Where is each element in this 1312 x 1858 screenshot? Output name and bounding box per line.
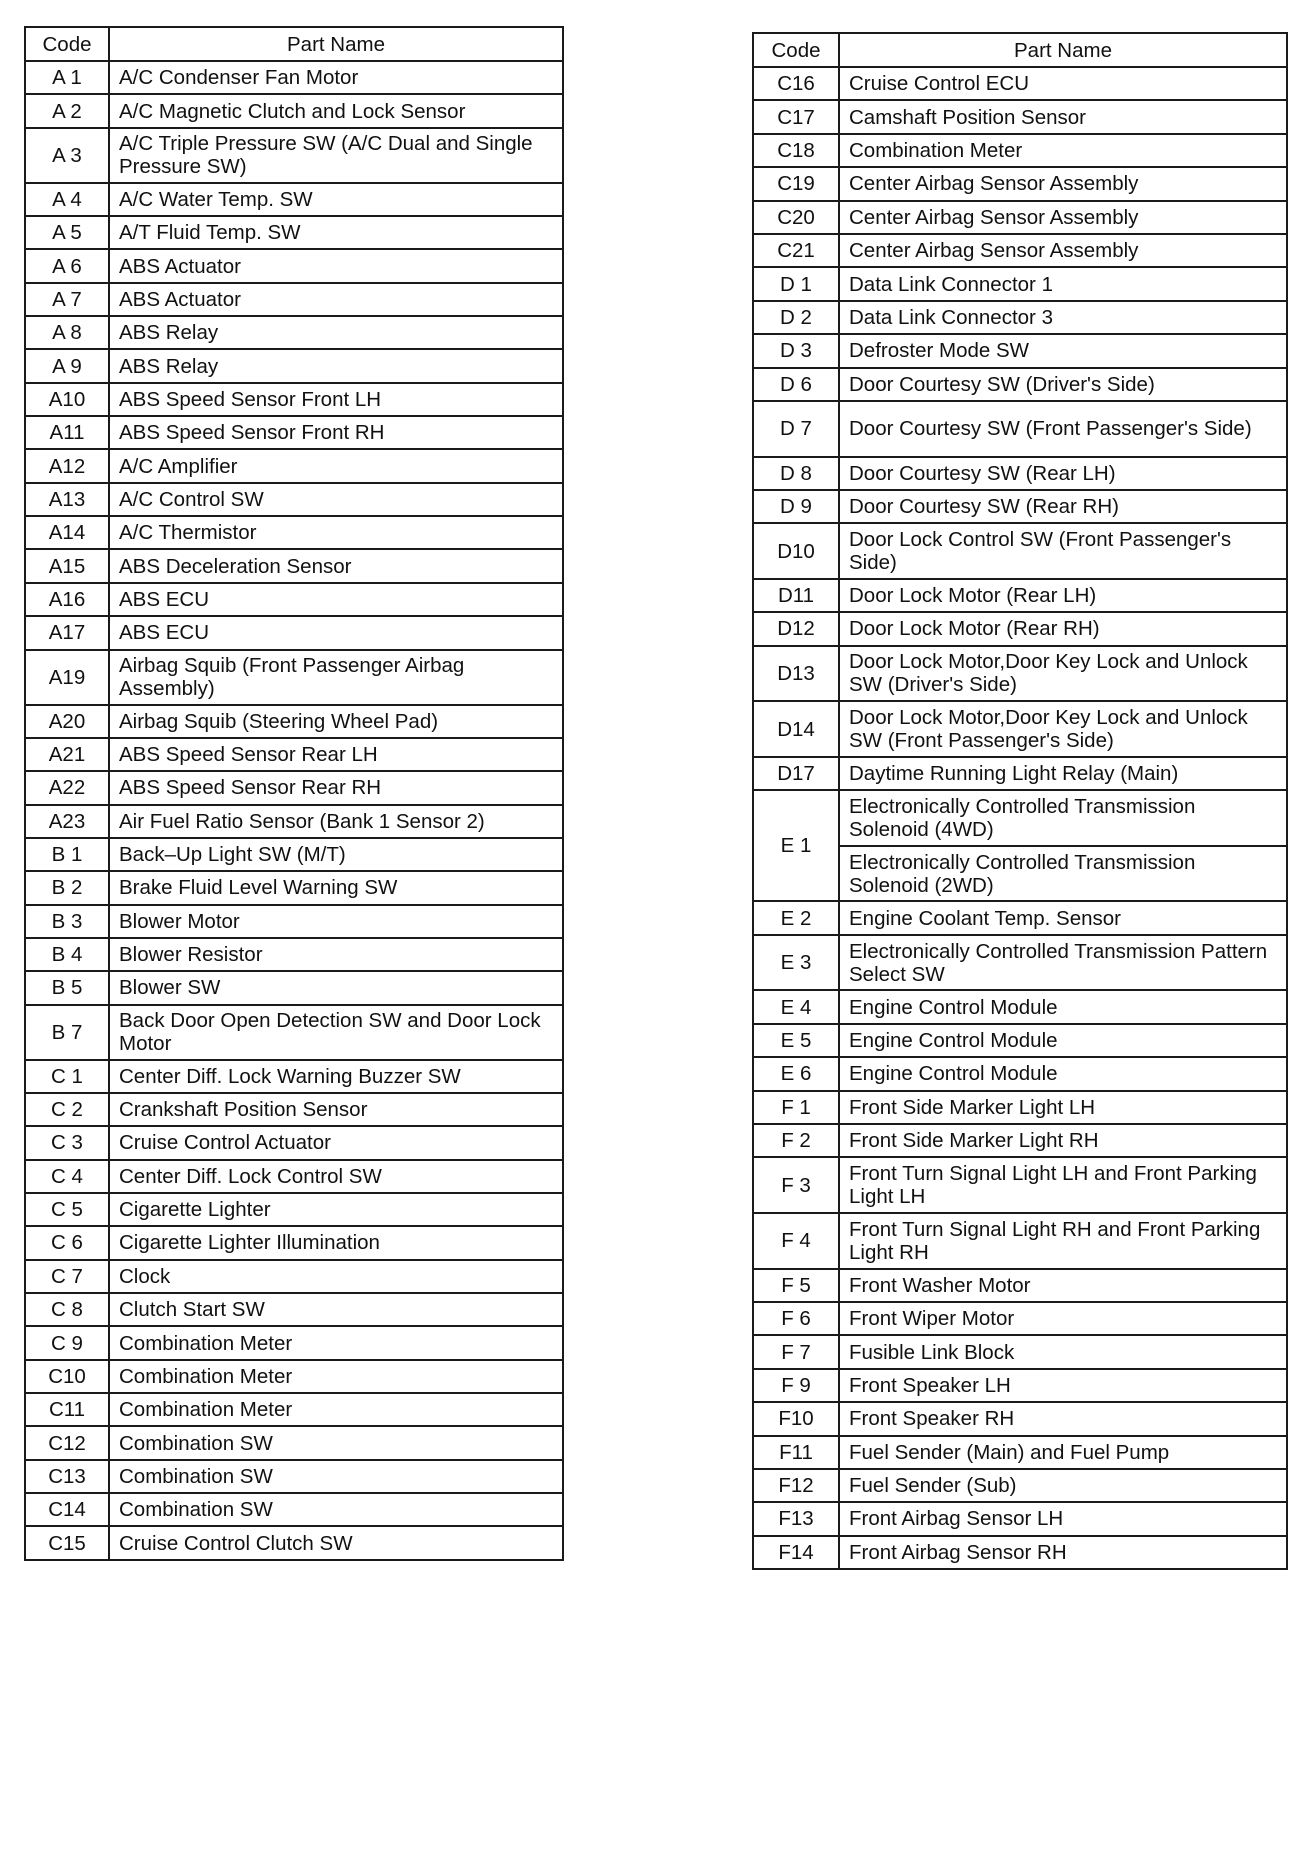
- part-name: A/C Condenser Fan Motor: [109, 61, 563, 94]
- part-name: Door Courtesy SW (Rear RH): [839, 490, 1287, 523]
- table-row: [25, 128, 563, 183]
- part-name: A/C Magnetic Clutch and Lock Sensor: [109, 94, 563, 127]
- part-code: B 5: [25, 971, 109, 1004]
- table-row: [25, 938, 563, 971]
- header-row: [753, 33, 1287, 67]
- table-row: [753, 67, 1287, 100]
- part-name: Combination SW: [109, 1426, 563, 1459]
- part-name: ABS Deceleration Sensor: [109, 549, 563, 582]
- part-name: Front Airbag Sensor LH: [839, 1502, 1287, 1535]
- table-row: [753, 1536, 1287, 1569]
- part-name: Defroster Mode SW: [839, 334, 1287, 367]
- part-code: A15: [25, 549, 109, 582]
- header-code: Code: [753, 33, 839, 67]
- part-code: F13: [753, 1502, 839, 1535]
- part-code: D 8: [753, 457, 839, 490]
- table-row: [25, 1260, 563, 1293]
- table-row: [25, 1060, 563, 1093]
- table-row: [753, 457, 1287, 490]
- table-row: [25, 483, 563, 516]
- part-name: Clock: [109, 1260, 563, 1293]
- part-name: Front Washer Motor: [839, 1269, 1287, 1302]
- part-name: ABS Speed Sensor Front RH: [109, 416, 563, 449]
- part-code: E 5: [753, 1024, 839, 1057]
- part-name: Clutch Start SW: [109, 1293, 563, 1326]
- part-code: E 2: [753, 901, 839, 934]
- part-name: Data Link Connector 1: [839, 267, 1287, 300]
- part-code: A13: [25, 483, 109, 516]
- table-row: [25, 1193, 563, 1226]
- part-code: A14: [25, 516, 109, 549]
- part-name: Fuel Sender (Main) and Fuel Pump: [839, 1436, 1287, 1469]
- part-code: C11: [25, 1393, 109, 1426]
- table-row: [753, 167, 1287, 200]
- part-name: ABS Relay: [109, 316, 563, 349]
- part-name: Door Lock Control SW (Front Passenger's Side): [839, 523, 1287, 579]
- table-row: [753, 1057, 1287, 1090]
- table-row: [25, 516, 563, 549]
- part-code: A 6: [25, 249, 109, 282]
- table-row: [753, 301, 1287, 334]
- part-name: Cruise Control ECU: [839, 67, 1287, 100]
- part-code: A20: [25, 705, 109, 738]
- part-name: Combination Meter: [839, 134, 1287, 167]
- part-code: F 2: [753, 1124, 839, 1157]
- part-code: B 7: [25, 1005, 109, 1060]
- table-row: [753, 1302, 1287, 1335]
- table-row: [753, 401, 1287, 457]
- part-name: Door Lock Motor,Door Key Lock and Unlock SW (Front Passenger's Side): [839, 701, 1287, 757]
- header-row: [25, 27, 563, 61]
- table-row: [25, 316, 563, 349]
- part-code: F 3: [753, 1157, 839, 1213]
- table-row: [753, 1469, 1287, 1502]
- part-name: Combination SW: [109, 1493, 563, 1526]
- part-code: F 9: [753, 1369, 839, 1402]
- part-name: Blower Motor: [109, 905, 563, 938]
- part-name: Front Turn Signal Light LH and Front Parking Light LH: [839, 1157, 1287, 1213]
- table-row: [753, 1335, 1287, 1368]
- table-row: [753, 990, 1287, 1023]
- part-code: F10: [753, 1402, 839, 1435]
- part-code: A 2: [25, 94, 109, 127]
- part-code: F 4: [753, 1213, 839, 1269]
- part-name: Engine Control Module: [839, 1057, 1287, 1090]
- table-row: [753, 901, 1287, 934]
- table-row: [753, 701, 1287, 757]
- table-row: [753, 790, 1287, 846]
- part-code: C 3: [25, 1126, 109, 1159]
- part-code: E 1: [753, 790, 839, 901]
- part-name: Blower Resistor: [109, 938, 563, 971]
- table-row: [753, 368, 1287, 401]
- table-row: [25, 1526, 563, 1559]
- header-part-name: Part Name: [109, 27, 563, 61]
- part-code: D 2: [753, 301, 839, 334]
- table-row: [25, 705, 563, 738]
- part-name: Engine Coolant Temp. Sensor: [839, 901, 1287, 934]
- table-row: [25, 249, 563, 282]
- table-row: [753, 1157, 1287, 1213]
- part-code: A 9: [25, 349, 109, 382]
- part-name: ABS Actuator: [109, 283, 563, 316]
- part-code: A17: [25, 616, 109, 649]
- part-name: Combination Meter: [109, 1360, 563, 1393]
- part-name: Center Airbag Sensor Assembly: [839, 201, 1287, 234]
- table-row: [753, 1402, 1287, 1435]
- part-code: C15: [25, 1526, 109, 1559]
- part-code: C 1: [25, 1060, 109, 1093]
- part-name: Door Courtesy SW (Rear LH): [839, 457, 1287, 490]
- part-name: Center Diff. Lock Control SW: [109, 1160, 563, 1193]
- table-row: [25, 1226, 563, 1259]
- table-row: [25, 871, 563, 904]
- part-name: Combination Meter: [109, 1326, 563, 1359]
- part-name: A/C Control SW: [109, 483, 563, 516]
- part-code: C 4: [25, 1160, 109, 1193]
- part-name: Back–Up Light SW (M/T): [109, 838, 563, 871]
- part-name: Blower SW: [109, 971, 563, 1004]
- table-row: [25, 805, 563, 838]
- table-row: [753, 935, 1287, 991]
- part-code: A12: [25, 449, 109, 482]
- table-row: [25, 183, 563, 216]
- part-code: C 6: [25, 1226, 109, 1259]
- table-row: [753, 201, 1287, 234]
- table-row: [25, 838, 563, 871]
- header-code: Code: [25, 27, 109, 61]
- part-code: F 1: [753, 1091, 839, 1124]
- part-name: Fuel Sender (Sub): [839, 1469, 1287, 1502]
- part-name: Center Diff. Lock Warning Buzzer SW: [109, 1060, 563, 1093]
- part-code: A22: [25, 771, 109, 804]
- part-code: D14: [753, 701, 839, 757]
- table-row: [753, 267, 1287, 300]
- part-code: C13: [25, 1460, 109, 1493]
- table-row: [753, 234, 1287, 267]
- part-code: C 8: [25, 1293, 109, 1326]
- table-row: [25, 1293, 563, 1326]
- part-name: Center Airbag Sensor Assembly: [839, 167, 1287, 200]
- part-name: Door Lock Motor (Rear LH): [839, 579, 1287, 612]
- part-name: ABS Speed Sensor Front LH: [109, 383, 563, 416]
- part-name: Front Speaker RH: [839, 1402, 1287, 1435]
- part-name: Electronically Controlled Transmission Solenoid (4WD): [839, 790, 1287, 846]
- table-row: [25, 650, 563, 705]
- table-row: [25, 583, 563, 616]
- table-row: [753, 523, 1287, 579]
- part-code: A21: [25, 738, 109, 771]
- part-code: A 7: [25, 283, 109, 316]
- part-code: A10: [25, 383, 109, 416]
- table-row: [25, 549, 563, 582]
- part-name: Cigarette Lighter Illumination: [109, 1226, 563, 1259]
- table-row: [25, 94, 563, 127]
- part-code: C12: [25, 1426, 109, 1459]
- table-row: [25, 383, 563, 416]
- part-code: F12: [753, 1469, 839, 1502]
- part-name: Data Link Connector 3: [839, 301, 1287, 334]
- table-row: [25, 416, 563, 449]
- table-row: [753, 334, 1287, 367]
- table-row: [753, 579, 1287, 612]
- part-name: Door Lock Motor,Door Key Lock and Unlock SW (Driver's Side): [839, 646, 1287, 702]
- part-name: Front Airbag Sensor RH: [839, 1536, 1287, 1569]
- part-code: C 9: [25, 1326, 109, 1359]
- part-code: D12: [753, 612, 839, 645]
- part-code: D 3: [753, 334, 839, 367]
- part-code: D 9: [753, 490, 839, 523]
- table-row: [25, 1393, 563, 1426]
- table-row: [25, 216, 563, 249]
- table-row: [753, 1436, 1287, 1469]
- part-name: Front Turn Signal Light RH and Front Parking Light RH: [839, 1213, 1287, 1269]
- part-name: Door Courtesy SW (Front Passenger's Side): [839, 401, 1287, 457]
- part-code: D17: [753, 757, 839, 790]
- part-name: Airbag Squib (Steering Wheel Pad): [109, 705, 563, 738]
- part-name: Combination SW: [109, 1460, 563, 1493]
- part-code: C14: [25, 1493, 109, 1526]
- part-name: Combination Meter: [109, 1393, 563, 1426]
- part-name: Front Side Marker Light LH: [839, 1091, 1287, 1124]
- part-name: ABS Speed Sensor Rear LH: [109, 738, 563, 771]
- part-code: E 4: [753, 990, 839, 1023]
- part-name: A/C Water Temp. SW: [109, 183, 563, 216]
- table-row: [25, 1326, 563, 1359]
- part-name: Cruise Control Clutch SW: [109, 1526, 563, 1559]
- part-code: B 3: [25, 905, 109, 938]
- table-row: [25, 349, 563, 382]
- part-code: C19: [753, 167, 839, 200]
- part-code: C 2: [25, 1093, 109, 1126]
- table-row: [25, 1093, 563, 1126]
- table-row: [25, 1126, 563, 1159]
- part-code: D 7: [753, 401, 839, 457]
- table-row: [25, 1493, 563, 1526]
- part-name: Electronically Controlled Transmission Pattern Select SW: [839, 935, 1287, 991]
- table-row: [25, 1360, 563, 1393]
- part-name: Cruise Control Actuator: [109, 1126, 563, 1159]
- part-name: Door Courtesy SW (Driver's Side): [839, 368, 1287, 401]
- table-row: [753, 1124, 1287, 1157]
- part-code: C10: [25, 1360, 109, 1393]
- part-code: A 4: [25, 183, 109, 216]
- part-code: B 4: [25, 938, 109, 971]
- part-name: Brake Fluid Level Warning SW: [109, 871, 563, 904]
- parts-table-right: [752, 32, 1288, 1570]
- part-code: D13: [753, 646, 839, 702]
- part-code: C18: [753, 134, 839, 167]
- table-row: [25, 61, 563, 94]
- table-row: [753, 100, 1287, 133]
- part-name: Fusible Link Block: [839, 1335, 1287, 1368]
- table-row: [753, 490, 1287, 523]
- part-code: F11: [753, 1436, 839, 1469]
- part-code: A19: [25, 650, 109, 705]
- part-name: ABS ECU: [109, 583, 563, 616]
- part-code: A11: [25, 416, 109, 449]
- table-row: [25, 771, 563, 804]
- header-part-name: Part Name: [839, 33, 1287, 67]
- part-name: A/C Amplifier: [109, 449, 563, 482]
- table-row: [25, 616, 563, 649]
- part-code: D10: [753, 523, 839, 579]
- table-row: [25, 1005, 563, 1060]
- part-name: Cigarette Lighter: [109, 1193, 563, 1226]
- part-code: C17: [753, 100, 839, 133]
- part-name: Front Speaker LH: [839, 1369, 1287, 1402]
- part-code: D 6: [753, 368, 839, 401]
- part-name: A/T Fluid Temp. SW: [109, 216, 563, 249]
- table-row: [753, 134, 1287, 167]
- part-name: Front Wiper Motor: [839, 1302, 1287, 1335]
- table-row: [753, 646, 1287, 702]
- part-code: A 5: [25, 216, 109, 249]
- table-row: [25, 449, 563, 482]
- part-name: Crankshaft Position Sensor: [109, 1093, 563, 1126]
- part-code: F14: [753, 1536, 839, 1569]
- part-name: Engine Control Module: [839, 1024, 1287, 1057]
- part-name: Front Side Marker Light RH: [839, 1124, 1287, 1157]
- part-code: E 6: [753, 1057, 839, 1090]
- table-row: [25, 1460, 563, 1493]
- table-row: [25, 905, 563, 938]
- part-name: Center Airbag Sensor Assembly: [839, 234, 1287, 267]
- part-name: A/C Thermistor: [109, 516, 563, 549]
- part-code: A23: [25, 805, 109, 838]
- part-name: Daytime Running Light Relay (Main): [839, 757, 1287, 790]
- part-code: C 7: [25, 1260, 109, 1293]
- part-code: A 1: [25, 61, 109, 94]
- table-row: [753, 1369, 1287, 1402]
- part-code: F 7: [753, 1335, 839, 1368]
- part-code: D 1: [753, 267, 839, 300]
- part-code: C 5: [25, 1193, 109, 1226]
- part-code: F 5: [753, 1269, 839, 1302]
- part-code: C20: [753, 201, 839, 234]
- parts-table-left: [24, 26, 564, 1561]
- part-name: Camshaft Position Sensor: [839, 100, 1287, 133]
- table-row: [753, 1502, 1287, 1535]
- part-name: A/C Triple Pressure SW (A/C Dual and Single Pressure SW): [109, 128, 563, 183]
- table-row: [25, 283, 563, 316]
- table-row: [753, 757, 1287, 790]
- part-code: E 3: [753, 935, 839, 991]
- table-row: [753, 1269, 1287, 1302]
- part-code: C21: [753, 234, 839, 267]
- part-name: ABS Actuator: [109, 249, 563, 282]
- part-code: D11: [753, 579, 839, 612]
- table-row: [753, 1091, 1287, 1124]
- part-name: Electronically Controlled Transmission Solenoid (2WD): [839, 846, 1287, 902]
- part-name: ABS ECU: [109, 616, 563, 649]
- part-name: Air Fuel Ratio Sensor (Bank 1 Sensor 2): [109, 805, 563, 838]
- part-code: B 2: [25, 871, 109, 904]
- part-code: F 6: [753, 1302, 839, 1335]
- part-name: ABS Speed Sensor Rear RH: [109, 771, 563, 804]
- table-row: [753, 1213, 1287, 1269]
- table-row: [25, 738, 563, 771]
- table-row: [753, 1024, 1287, 1057]
- table-row: [25, 1426, 563, 1459]
- table-row: [753, 612, 1287, 645]
- part-name: ABS Relay: [109, 349, 563, 382]
- part-name: Door Lock Motor (Rear RH): [839, 612, 1287, 645]
- table-row: [25, 1160, 563, 1193]
- part-code: A 8: [25, 316, 109, 349]
- part-name: Back Door Open Detection SW and Door Lock Motor: [109, 1005, 563, 1060]
- part-name: Airbag Squib (Front Passenger Airbag Assembly): [109, 650, 563, 705]
- part-code: C16: [753, 67, 839, 100]
- part-code: B 1: [25, 838, 109, 871]
- part-name: Engine Control Module: [839, 990, 1287, 1023]
- table-row: [25, 971, 563, 1004]
- part-code: A 3: [25, 128, 109, 183]
- part-code: A16: [25, 583, 109, 616]
